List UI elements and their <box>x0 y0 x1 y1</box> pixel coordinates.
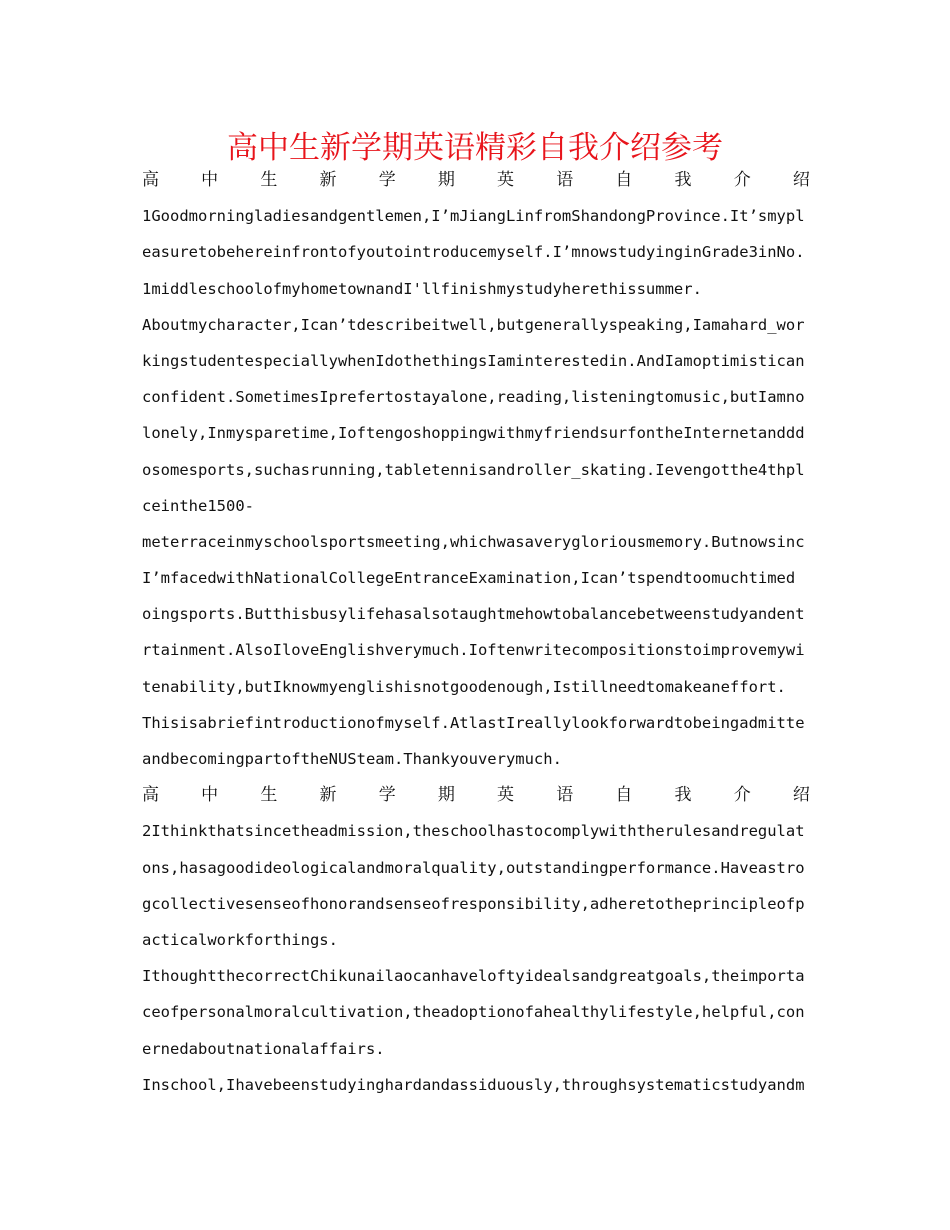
heading-char: 自 <box>615 170 633 190</box>
heading-char: 新 <box>319 785 337 806</box>
paragraph-line: confident.SometimesIprefertostayalone,reading,listeningtomusic,butIamno <box>142 388 805 407</box>
paragraph-line: rtainment.AlsoIloveEnglishverymuch.Ioftenwritecompositionstoimprovemywi <box>142 641 805 660</box>
paragraph-line: kingstudentespeciallywhenIdothethingsIaminterestedin.AndIamoptimistican <box>142 351 805 370</box>
heading-char: 生 <box>260 785 278 806</box>
paragraph-line: ons,hasagoodideologicalandmoralquality,outstandingperformance.Haveastro <box>142 858 805 877</box>
heading-char: 中 <box>201 785 219 806</box>
document-title: 高中生新学期英语精彩自我介绍参考 <box>227 130 723 166</box>
paragraph-line: tenability,butIknowmyenglishisnotgoodenough,Istillneedtomakeaneffort. <box>142 677 786 696</box>
paragraph-line: ceinthe1500- <box>142 496 254 515</box>
heading-char: 学 <box>378 785 396 806</box>
heading-char: 英 <box>497 170 515 190</box>
heading-char: 自 <box>615 785 633 806</box>
paragraph-line: Thisisabriefintroductionofmyself.AtlastIreallylookforwardtobeingadmitte <box>142 713 805 732</box>
heading-char: 我 <box>674 170 692 190</box>
paragraph-line: ceofpersonalmoralcultivation,theadoptionofahealthylifestyle,helpful,con <box>142 1003 805 1022</box>
heading-char: 英 <box>497 785 515 806</box>
paragraph-line: gcollectivesenseofhonorandsenseofresponsibility,adheretotheprincipleofp <box>142 894 805 913</box>
paragraph-line: 1middleschoolofmyhometownandI'llfinishmystudyherethissummer. <box>142 279 702 298</box>
section-heading-1 <box>142 162 810 198</box>
heading-char: 学 <box>378 170 396 190</box>
heading-char: 语 <box>556 170 574 190</box>
heading-char: 我 <box>674 785 692 806</box>
heading-char: 期 <box>437 170 455 190</box>
paragraph-line: andbecomingpartoftheNUSteam.Thankyouverymuch. <box>142 750 562 768</box>
heading-char: 新 <box>319 170 337 190</box>
paragraph-line: osomesports,suchasrunning,tabletennisandroller_skating.Ievengotthe4thpl <box>142 460 805 479</box>
heading-char: 高 <box>142 785 159 806</box>
paragraph-line: easuretobehereinfrontofyoutointroducemyself.I’mnowstudyinginGrade3inNo. <box>142 243 805 262</box>
heading-char: 绍 <box>792 170 810 190</box>
paragraph-line: 1Goodmorningladiesandgentlemen,I’mJiangLinfromShandongProvince.It’smypl <box>142 207 805 226</box>
heading-char: 介 <box>733 170 751 190</box>
paragraph-line: I’mfacedwithNationalCollegeEntranceExamination,Ican’tspendtoomuchtimed <box>142 569 796 588</box>
heading-char: 介 <box>733 785 751 806</box>
paragraph-line: Aboutmycharacter,Ican’tdescribeitwell,butgenerallyspeaking,Iamahard_wor <box>142 315 805 334</box>
paragraph-line: ernedaboutnationalaffairs. <box>142 1039 385 1058</box>
heading-char: 期 <box>437 785 455 806</box>
heading-char: 语 <box>556 785 574 806</box>
paragraph-line: Inschool,Ihavebeenstudyinghardandassiduously,throughsystematicstudyandm <box>142 1075 805 1094</box>
paragraph-line: IthoughtthecorrectChikunailaocanhaveloftyidealsandgreatgoals,theimporta <box>142 967 805 986</box>
document-body <box>142 162 810 1103</box>
heading-char: 生 <box>260 170 278 190</box>
paragraph-line: oingsports.Butthisbusylifehasalsotaughtmehowtobalancebetweenstudyandent <box>142 605 805 624</box>
paragraph-line: acticalworkforthings. <box>142 930 338 949</box>
heading-char: 中 <box>201 170 219 190</box>
paragraph-line: 2Ithinkthatsincetheadmission,theschoolhastocomplywiththerulesandregulat <box>142 822 805 841</box>
paragraph-line: meterraceinmyschoolsportsmeeting,whichwasaverygloriousmemory.Butnowsinc <box>142 532 805 551</box>
heading-char: 高 <box>142 170 159 190</box>
heading-char: 绍 <box>792 785 810 806</box>
section-heading-2 <box>142 777 810 813</box>
paragraph-line: lonely,Inmysparetime,IoftengoshoppingwithmyfriendsurfontheInternetanddd <box>142 424 805 443</box>
